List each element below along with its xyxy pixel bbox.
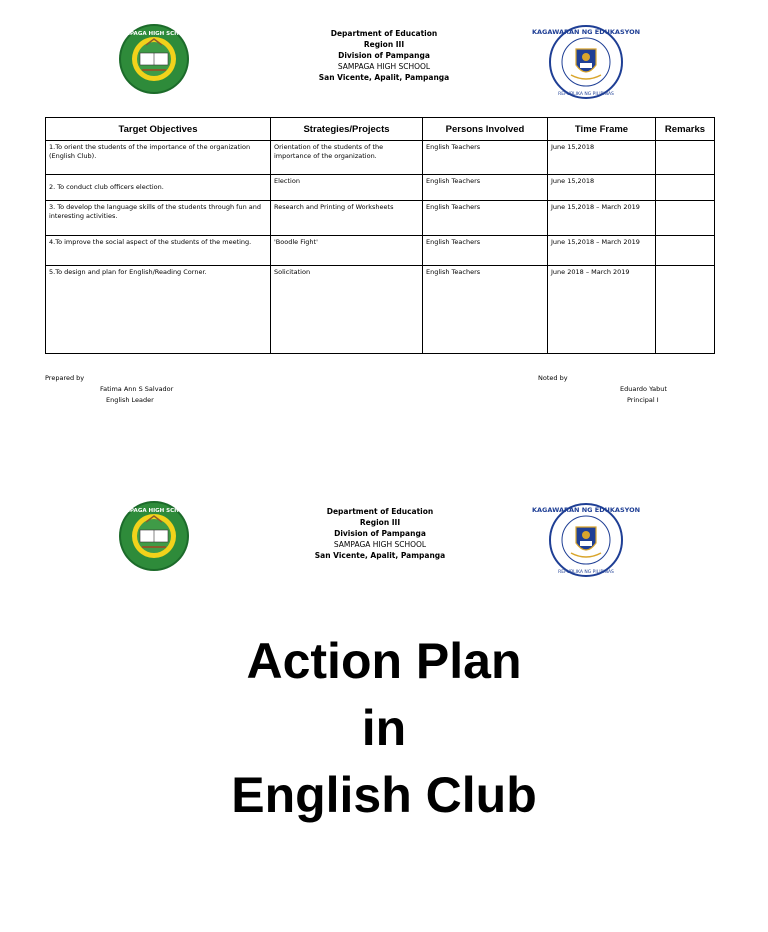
action-plan-table xyxy=(45,117,715,354)
svg-text:KAGAWARAN NG EDUKASYON: KAGAWARAN NG EDUKASYON xyxy=(531,28,641,36)
prepared-by-title: English Leader xyxy=(106,396,154,404)
objective-cell: 1.To orient the students of the importance of the organization (English Club). xyxy=(46,141,271,175)
svg-text:REPUBLIKA NG PILIPINAS: REPUBLIKA NG PILIPINAS xyxy=(558,570,614,575)
remarks-cell xyxy=(656,141,715,175)
svg-text:REPUBLIKA NG PILIPINAS: REPUBLIKA NG PILIPINAS xyxy=(558,92,614,97)
school-seal xyxy=(118,500,190,577)
table-row xyxy=(46,266,715,354)
svg-text:SAMPAGA HIGH SCHOOL: SAMPAGA HIGH SCHOOL xyxy=(116,508,192,514)
prepared-by-name: Fatima Ann S Salvador xyxy=(100,385,174,393)
region-name: Region III xyxy=(363,40,405,49)
table-row xyxy=(46,175,715,201)
persons-cell: English Teachers xyxy=(423,266,548,354)
division-name: Division of Pampanga xyxy=(334,529,426,538)
header-remarks: Remarks xyxy=(656,118,715,141)
deped-seal xyxy=(531,503,641,582)
svg-text:KAGAWARAN NG EDUKASYON: KAGAWARAN NG EDUKASYON xyxy=(531,506,641,514)
letterhead xyxy=(264,28,504,83)
persons-cell: English Teachers xyxy=(423,175,548,201)
cover-title-line-2: in xyxy=(361,700,407,756)
persons-cell: English Teachers xyxy=(423,141,548,175)
strategy-cell: Election xyxy=(271,175,423,201)
region-name: Region III xyxy=(359,518,401,527)
time-cell: June 15,2018 – March 2019 xyxy=(548,236,656,266)
objective-cell: 4.To improve the social aspect of the students of the meeting. xyxy=(46,236,271,266)
strategy-cell: Orientation of the students of the importance of the organization. xyxy=(271,141,423,175)
dept-name: Department of Education xyxy=(330,29,438,38)
objective-cell: 3. To develop the language skills of the students through fun and interesting activities. xyxy=(46,201,271,236)
deped-seal xyxy=(531,25,641,104)
time-cell: June 15,2018 xyxy=(548,175,656,201)
prepared-by-label: Prepared by xyxy=(45,374,85,382)
header-time-frame: Time Frame xyxy=(548,118,656,141)
noted-by-name: Eduardo Yabut xyxy=(620,385,667,393)
remarks-cell xyxy=(656,201,715,236)
remarks-cell xyxy=(656,236,715,266)
school-name: SAMPAGA HIGH SCHOOL xyxy=(333,540,427,549)
school-name: SAMPAGA HIGH SCHOOL xyxy=(337,62,431,71)
header-strategies-projects: Strategies/Projects xyxy=(271,118,423,141)
division-name: Division of Pampanga xyxy=(338,51,430,60)
objective-cell: 2. To conduct club officers election. xyxy=(46,175,271,201)
time-cell: June 15,2018 – March 2019 xyxy=(548,201,656,236)
school-address: San Vicente, Apalit, Pampanga xyxy=(318,73,450,82)
table-row xyxy=(46,141,715,175)
header-persons-involved: Persons Involved xyxy=(423,118,548,141)
persons-cell: English Teachers xyxy=(423,201,548,236)
svg-text:SAMPAGA HIGH SCHOOL: SAMPAGA HIGH SCHOOL xyxy=(116,31,192,37)
cover-title-line-1: Action Plan xyxy=(246,633,522,689)
time-cell: June 2018 – March 2019 xyxy=(548,266,656,354)
school-address: San Vicente, Apalit, Pampanga xyxy=(314,551,446,560)
table-header-row xyxy=(46,118,715,141)
remarks-cell xyxy=(656,266,715,354)
objective-cell: 5.To design and plan for English/Reading Corner. xyxy=(46,266,271,354)
header-target-objectives: Target Objectives xyxy=(46,118,271,141)
strategy-cell: Research and Printing of Worksheets xyxy=(271,201,423,236)
table-row xyxy=(46,201,715,236)
school-seal xyxy=(118,23,190,100)
cover-title xyxy=(0,628,768,829)
strategy-cell: Solicitation xyxy=(271,266,423,354)
letterhead xyxy=(260,506,500,561)
strategy-cell: 'Boodle Fight' xyxy=(271,236,423,266)
cover-title-line-3: English Club xyxy=(231,767,537,823)
time-cell: June 15,2018 xyxy=(548,141,656,175)
table-row xyxy=(46,236,715,266)
dept-name: Department of Education xyxy=(326,507,434,516)
remarks-cell xyxy=(656,175,715,201)
noted-by-title: Principal I xyxy=(627,396,659,404)
persons-cell: English Teachers xyxy=(423,236,548,266)
noted-by-label: Noted by xyxy=(538,374,568,382)
